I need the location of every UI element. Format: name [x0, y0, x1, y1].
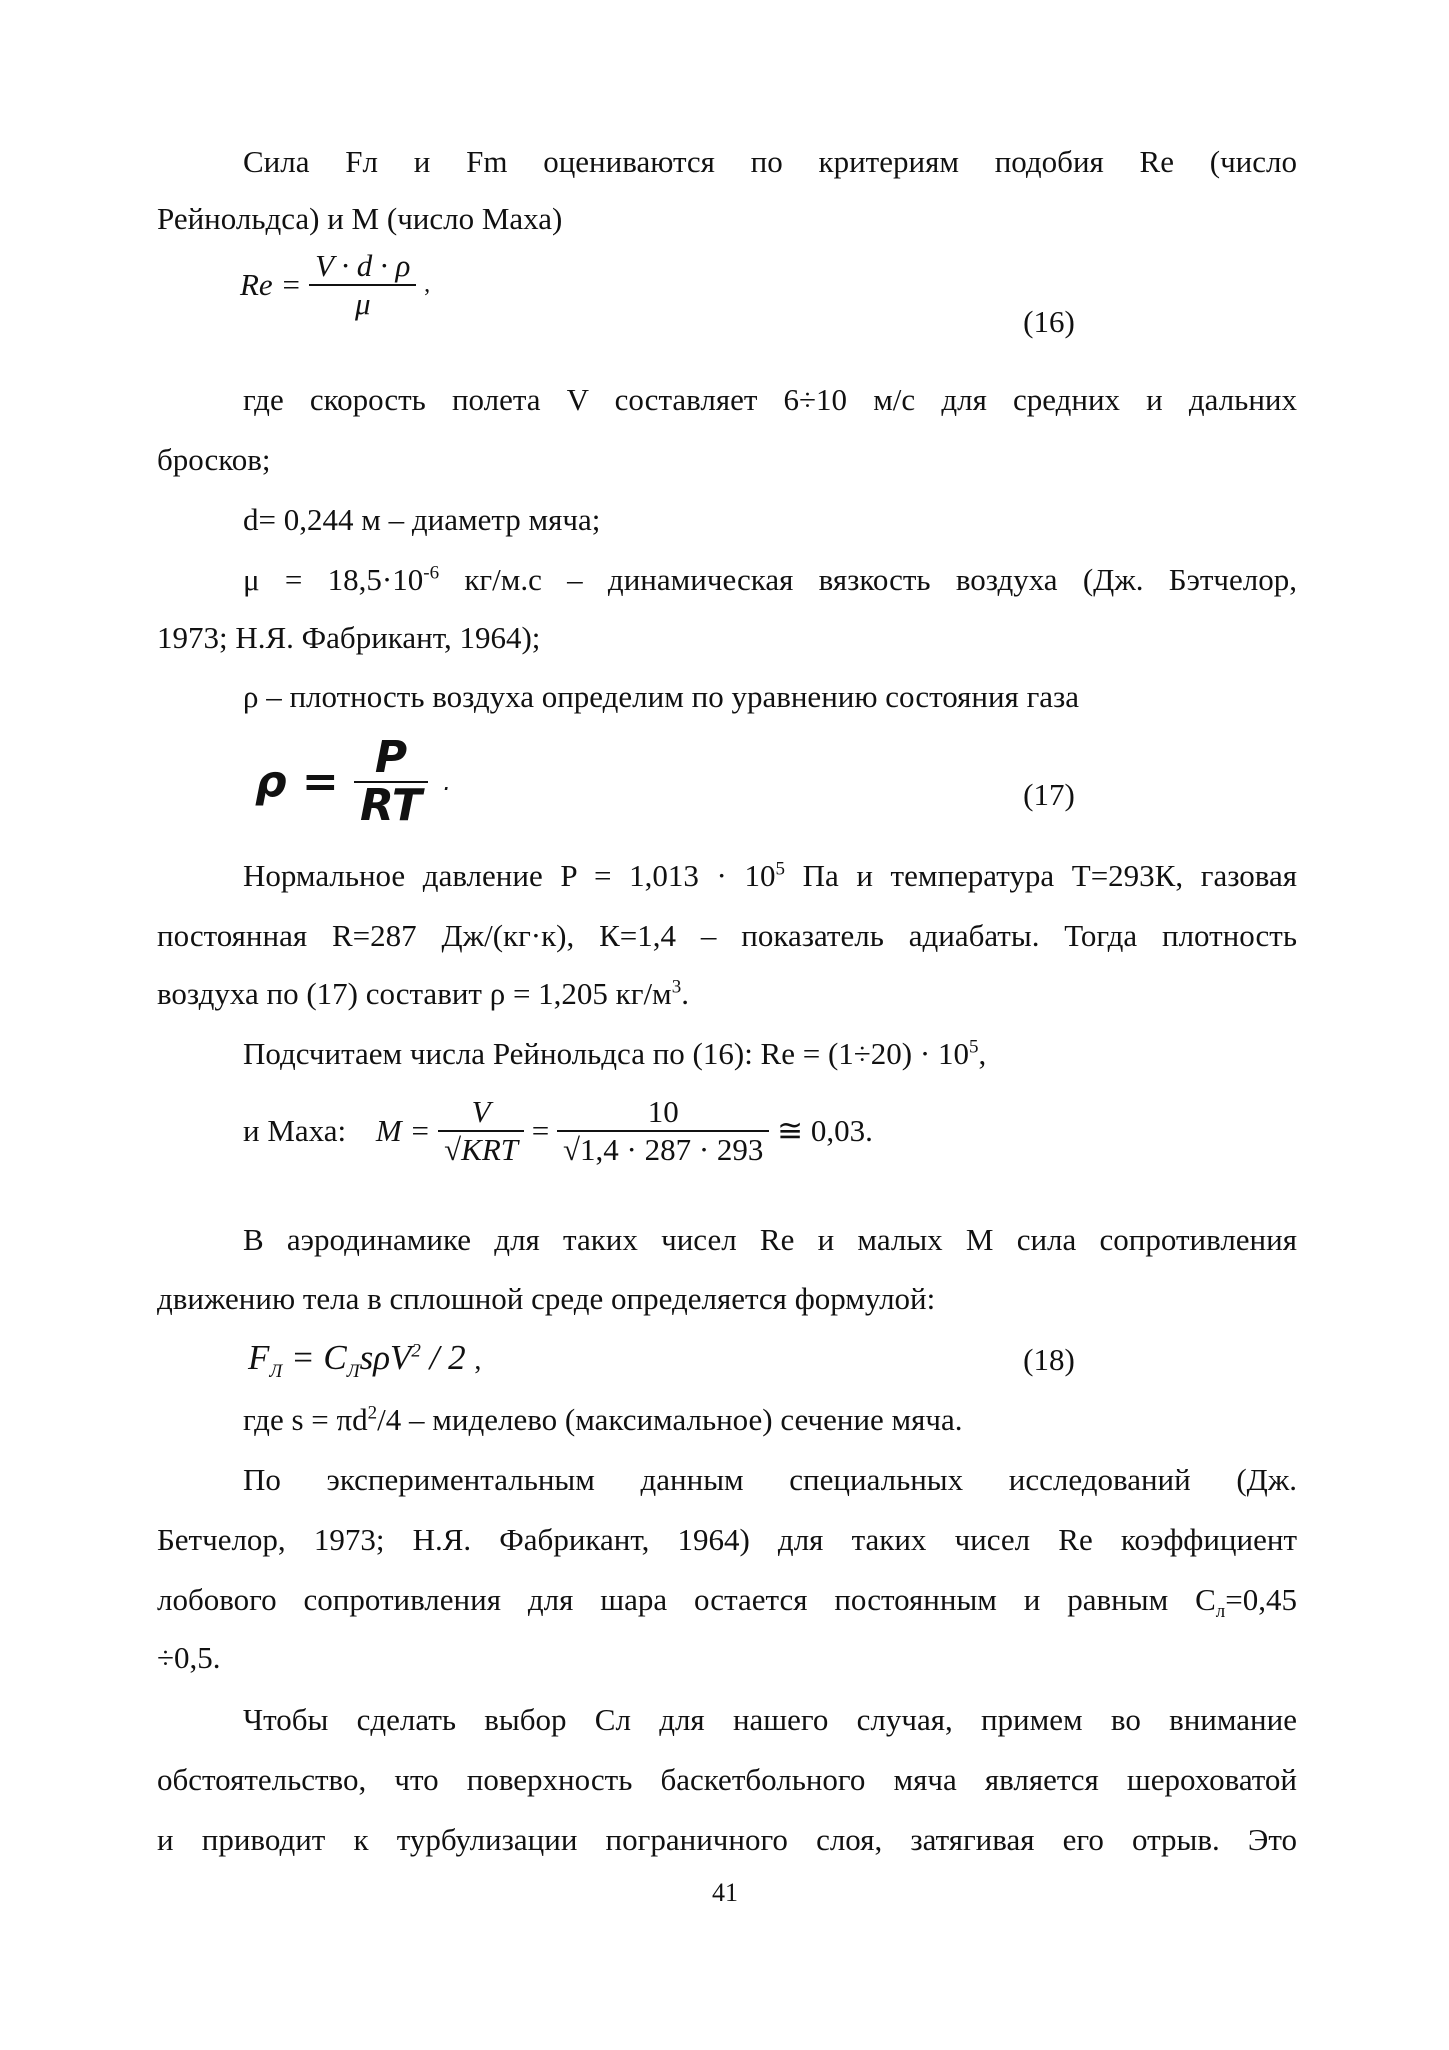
- equation-number: (16): [1023, 304, 1075, 339]
- fraction: $\frac{10}{√1,4 \cdot 287 \cdot 293}$: [557, 1094, 769, 1168]
- text-line: где скорость полета V составляет 6÷10 м/с для средних и дальних: [243, 382, 1297, 417]
- text-line: Рейнольдса) и М (число Маха): [157, 201, 563, 236]
- equation-17: ρ = $\frac{P}{RT}$ .: [255, 732, 451, 831]
- text-line: и приводит к турбулизации пограничного слоя, затягивая его отрыв. Это: [157, 1822, 1297, 1857]
- text-line: $\mu = 18,5\cdot 10^{-6}$ кг/м.с – динамическая вязкость воздуха (Дж. Бэтчелор,: [243, 562, 1297, 597]
- text-line: В аэродинамике для таких чисел Re и малых М сила сопротивления: [243, 1222, 1297, 1257]
- text-line: d= 0,244 м – диаметр мяча;: [243, 502, 601, 537]
- equation-number: (18): [1023, 1342, 1075, 1377]
- text-line: Чтобы сделать выбор Сл для нашего случая, примем во внимание: [243, 1702, 1297, 1737]
- page-number: 41: [712, 1878, 738, 1907]
- fraction: $\frac{P}{RT}$: [354, 735, 428, 829]
- text-line: обстоятельство, что поверхность баскетбольного мяча является шероховатой: [157, 1762, 1297, 1797]
- text-line: ρ – плотность воздуха определим по уравнению состояния газа: [243, 679, 1080, 714]
- fraction: $\frac{V \cdot d \cdot \rho}{\mu}$: [309, 248, 416, 322]
- text-line: ÷0,5.: [157, 1640, 221, 1675]
- text-line: движению тела в сплошной среде определяется формулой:: [157, 1281, 936, 1316]
- text-line: Бетчелор, 1973; Н.Я. Фабрикант, 1964) для таких чисел Re коэффициент: [157, 1522, 1297, 1557]
- text-line: воздуха по (17) составит ρ = 1,205 $кг/м^3$.: [157, 976, 689, 1011]
- equation-18: $F_Л = C_Лs\rho V^2 / 2$ ,: [248, 1338, 482, 1382]
- text-line: лобового сопротивления для шара остается постоянным и равным $С_л=0,45$: [157, 1582, 1297, 1623]
- text-line: бросков;: [157, 442, 271, 477]
- fraction: $\frac{V}{\text{√KRT}}$: [438, 1094, 524, 1168]
- equation-number: (17): [1023, 777, 1075, 812]
- text-line: постоянная R=287 Дж/(кг·к), К=1,4 – показатель адиабаты. Тогда плотность: [157, 918, 1297, 953]
- text-line: Сила Fл и Fm оцениваются по критериям подобия Re (число: [243, 144, 1297, 179]
- mach-equation: и Маха: M = $\frac{V}{\text{√KRT}}$ = $\frac{10}{√1,4 \cdot 287 \cdot 293}$ ≅ 0,03.: [243, 1094, 873, 1167]
- text-line: По экспериментальным данным специальных исследований (Дж.: [243, 1462, 1297, 1497]
- text-line: Подсчитаем числа Рейнольдса по (16): $Re = (1\div 20) \cdot 10^5$,: [243, 1036, 987, 1071]
- text-line: где $s = \pi d^2/4$ – миделево (максимальное) сечение мяча.: [243, 1402, 963, 1437]
- equation-16: Re = $\frac{V \cdot d \cdot \rho}{\mu}$ ,: [240, 248, 431, 321]
- text-line: 1973; Н.Я. Фабрикант, 1964);: [157, 620, 541, 655]
- text-line: Нормальное давление $P = 1,013 \cdot 10^5$ Па и температура Т=293К, газовая: [243, 858, 1298, 893]
